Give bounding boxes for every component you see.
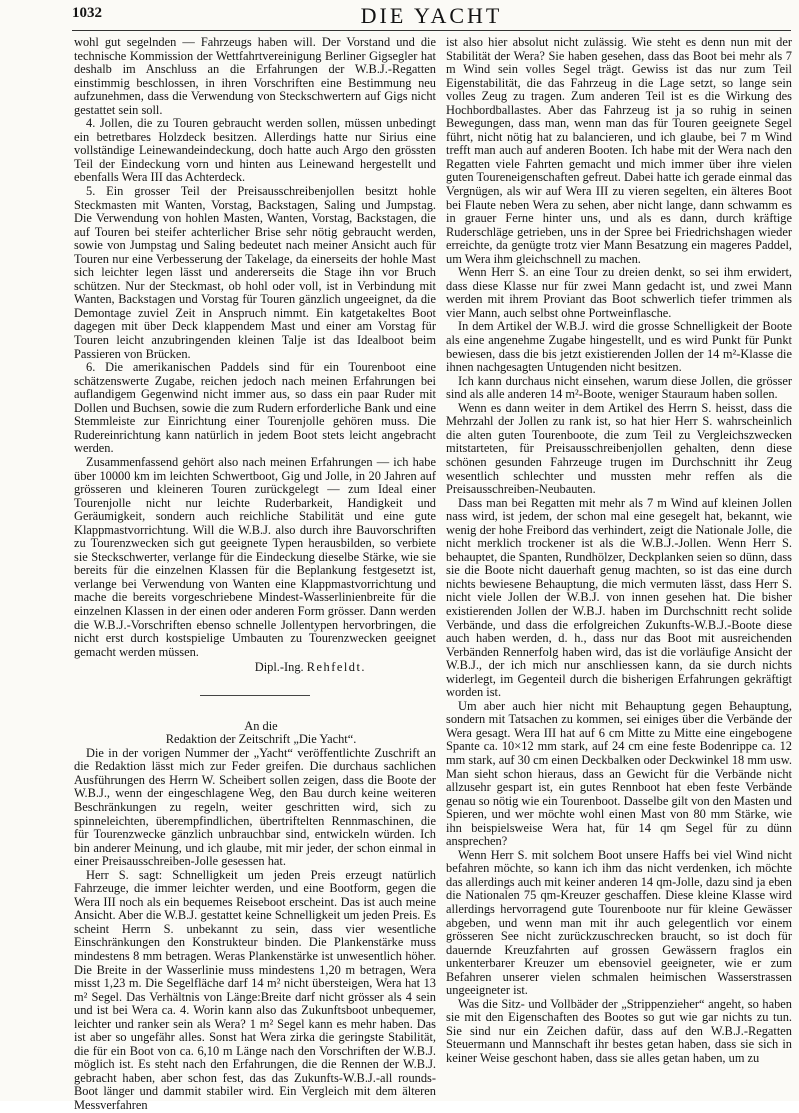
- page-number: 1032: [72, 5, 102, 21]
- journal-title: DIE YACHT: [360, 3, 503, 28]
- paragraph-verbaende: Um aber auch hier nicht mit Behauptung gegen Behauptung, sondern mit Tatsachen zu kommen, sei einiges über die Verbände der Wera gesagt. Wera III hat auf 6 cm Mitte zu Mitte eine eingebogene Spante ca. 10×12 mm stark, auf 24 cm eine feste Bodenrippe ca. 12 mm stark, auf 30 cm einen Deckbalken oder Deckwinkel 18 mm usw. Man sieht schon hieraus, dass an Gewicht für die Verbände nicht allzusehr gespart ist, ein gutes Rennboot hat eben feste Verbände genau so nötig wie ein Tourenboot. Dasselbe gilt von den Masten und Spieren, und wer möchte wohl einen Mast von 80 mm Stärke, wie ihn beispielsweise Wera hat, für 14 qm Segel für zu dünn ansprechen?: [446, 698, 792, 849]
- paragraph-summary: Zusammenfassend gehört also nach meinen Erfahrungen — ich habe über 10000 km im leichten Schwertboot, Gig und Jolle, in 20 Jahren auf grösseren und kleineren Touren zurückgelegt — zum Ideal einer Tourenjolle nicht nur leichte Ruderbarkeit, Handigkeit und Geräumigkeit, sondern auch reichliche Stabilität und eine gute Klappmastvorrichtung. Will die W.B.J. also durch ihre Bauvorschriften zu Tourenzwecken sich gut geeignete Typen herausbilden, so verbiete sie Steckschwerter, verlange für die Eindeckung dieselbe Stärke, wie sie bereits für die einzelnen Klassen für die Beplankung festgesetzt ist, verlange bei Verwendung von Wanten eine Klappmastvorrichtung und mache die bereits vorgeschriebene Mindest-Wasserlinienbreite für die einzelnen Klassen in der einen oder anderen Form grösser. Dann werden die W.B.J.-Vorschriften ebenso schnelle Jollentypen hervorbringen, die nicht erst durch kostspielige Umbauten zu Tourenzwecken geeignet gemacht werden müssen.: [74, 454, 436, 659]
- signature-name: Rehfeldt.: [306, 660, 366, 675]
- right-column: [446, 36, 792, 1095]
- paragraph-point-6: 6. Die amerikanischen Paddels sind für ein Tourenboot eine schätzenswerte Zugabe, reichen jedoch nach meinen Erfahrungen bei auflandigem Gegenwind nicht immer aus, so dass ein paar Ruder mit Dollen und Buchsen, sowie die zum Rudern erforderliche Bank und eine Stemmleiste zur Einrichtung einer Tourenjolle gehören muss. Die Rudereinrichtung kann natürlich in jedem Boot stets leicht angebracht werden.: [74, 360, 436, 456]
- paragraph-continued: ist also hier absolut nicht zulässig. Wie steht es denn nun mit der Stabilität der Wera? Sie haben gesehen, dass das Boot bei mehr als 7 m Wind sein volles Segel trägt. Gewiss ist das nur zum Teil Eigenstabilität, die das Fahrzeug in die Lage setzt, so lange sein volles Zeug zu tragen. Zum anderen Teil ist es die Wirkung des Hochbordballastes. Aber das Fahrzeug ist ja so ruhig in seinen Bewegungen, dass man, wenn man das für Touren geeignete Segel führt, nicht nötig hat zu balancieren, und ich glaube, bei 7 m Wind trefft man auch auf anderen Booten. Ich habe mit der Wera nach den Regatten viele Fahrten gemacht und mich immer über ihre vielen guten Toureneigenschaften gefreut. Dabei hatte ich gerade einmal das Vergnügen, als wir auf Wera III zu vieren segelten, ein älteres Boot bei Flaute neben Wera zu sehen, aber nicht lange, dann schwamm es in grauer Ferne hinter uns, und als es dann, durch kräftige Ruderschläge getrieben, uns in der Spree bei Friedrichshagen wieder erreichte, da genügte trotz vier Mann Besatzung ein mageres Paddel, um Wera ihm gleichschnell zu machen.: [446, 35, 792, 266]
- paragraph-continued: wohl gut segelnden — Fahrzeugs haben will. Der Vorstand und die technische Kommission der Wettfahrtvereinigung Berliner Gigsegler hat deshalb im Anschluss an die Erfahrungen der W.B.J.-Regatten einstimmig beschlossen, in ihren Vorschriften eine Bestimmung neu aufzunehmen, dass die Verwendung von Steckschwertern auf Gigs nicht gestattet sein soll.: [74, 35, 436, 117]
- section-divider: [200, 695, 310, 696]
- paragraph-strippenzieher: Was die Sitz- und Vollbäder der „Strippenzieher“ angeht, so haben sie mit den Eigenschaften des Bootes so gut wie gar nichts zu tun. Sie sind nur ein Zeichen dafür, dass auf den W.B.J.-Regatten Steuermann und Mannschaft ihr bestes getan haben, dass sie sich in keiner Weise geschont haben, dass sie alles getan haben, um zu: [446, 996, 792, 1066]
- paragraph-point-5: 5. Ein grosser Teil der Preisausschreibenjollen besitzt hohle Steckmasten mit Wanten, Vorstag, Backstagen, Saling und Jumpstag. Die Verwendung von hohlen Masten, Wanten, Vorstag, Backstagen, die auf Touren bei steifer achterlicher Brise sehr nötig gebraucht werden, sowie von Jumpstag und Saling bedeutet nach meiner Ansicht auch für Touren nur eine Verbesserung der Takelage, da einerseits der hohle Mast sich leichter legen lässt und andererseits die Stage ihn vor Bruch schützen. Nur der Steckmast, ob hohl oder voll, ist in Verbindung mit Wanten, Backstagen und Vorstag für Touren gänzlich ungeeignet, da die Demontage zuviel Zeit in Anspruch nimmt. Ein katgetakeltes Boot dagegen mit über Deck klappendem Mast und einer am Vorstag für Touren leicht anzubringenden kleinen Talje ist das Idealboot beim Passieren von Brücken.: [74, 184, 436, 361]
- letter-address-line-1: An die: [244, 718, 278, 733]
- paragraph-artikel: In dem Artikel der W.B.J. wird die grosse Schnelligkeit der Boote als eine angenehme Zugabe hingestellt, und es wird Punkt für Punkt bewiesen, dass die bis jetzt existierenden Jollen der 14 m²-Klasse die ihnen nachgesagten Untugenden nicht besitzen.: [446, 319, 792, 375]
- paragraph-tour-zu-dreien: Wenn Herr S. an eine Tour zu dreien denkt, so sei ihm erwidert, dass diese Klasse nur für zwei Mann gedacht ist, und zwei Mann werden mit ihrem Proviant das Boot schwerlich tiefer trimmen als vier Mann, auch selbst ohne Portweinflasche.: [446, 265, 792, 320]
- page-header: [72, 3, 791, 29]
- header-rule: [72, 30, 791, 31]
- paragraph-letter-intro: Die in der vorigen Nummer der „Yacht“ veröffentlichte Zuschrift an die Redaktion lässt mich zur Feder greifen. Die durchaus sachlichen Ausführungen des Herrn W. Scheibert sollen zeigen, dass die Boote der W.B.J., wenn der eingeschlagene Weg, den Bau durch keine weiteren Beschränkungen zu regeln, weiter geschritten wird, sich zu spinneleichten, überempfindlichen, übertriftelten Rennmaschinen, die für Tourenzwecke gänzlich unbrauchbar sind, entwickeln würden. Ich bin anderer Meinung, und ich glaube, mit mir jeder, der schon einmal in einer Preisausschreiben-Jolle gesessen hat.: [74, 745, 436, 869]
- author-signature: [74, 661, 436, 675]
- paragraph-point-4: 4. Jollen, die zu Touren gebraucht werden sollen, müssen unbedingt ein betretbares Holzdeck besitzen. Allerdings hatte nur Sirius eine vollständige Leinewandeindeckung, doch hatte auch Argo den grössten Teil der Eindeckung vorn und hinten aus Leinewand hergestellt und ebenfalls Wera III das Achterdeck.: [74, 116, 436, 185]
- paragraph-stauraum: Ich kann durchaus nicht einsehen, warum diese Jollen, die grösser sind als alle anderen 14 m²-Boote, weniger Stauraum haben sollen.: [446, 373, 792, 402]
- left-column: [74, 35, 436, 1113]
- paragraph-herr-s-sagt: Herr S. sagt: Schnelligkeit um jeden Preis erzeugt natürlich Fahrzeuge, die immer leichter werden, und eine Bootform, gegen die Wera III noch als ein bequemes Reiseboot erscheint. Das ist auch meine Ansicht. Aber die W.B.J. gestattet keine Schnelligkeit um jeden Preis. Es scheint Herrn S. unbekannt zu sein, dass vier wesentliche Einschränkungen den Konstrukteur binden. Die Plankenstärke muss mindestens 8 mm betragen. Weras Plankenstärke ist unwesentlich höher. Die Breite in der Wasserlinie muss mindestens 1,20 m betragen, Wera misst 1,23 m. Die Segelfläche darf 14 m² nicht übersteigen, Wera hat 13 m² Segel. Das Verhältnis von Länge:Breite darf nicht grösser als 4 sein und ist bei Wera ca. 4. Worin kann also das Zukunftsboot unbequemer, leichter und ranker sein als Wera? 1 m² Segel kann es mehr haben. Das ist aber so ungefähr alles. Sonst hat Wera zirka die geringste Stabilität, die für ein Boot von ca. 6,10 m Länge nach den Vorschriften der W.B.J. möglich ist. Es steht nach den Erfahrungen, die die Rennen der W.B.J. gebracht haben, aber schon fest, das das Zukunfts-W.B.J.-all rounds-Boot länger und dammit stabiler wird. Ein Vergleich mit dem älteren Messverfahren: [74, 867, 436, 1113]
- letter-address-line-2: Redaktion der Zeitschrift „Die Yacht“.: [165, 732, 357, 747]
- paragraph-mehrzahl-rank: Wenn es dann weiter in dem Artikel des Herrn S. heisst, dass die Mehrzahl der Jollen zu rank ist, so hat hier Herr S. wahrscheinlich die alten guten Tourenboote, die zum Teil zu Vergleichszwecken mitstarteten, für Preisausschreibenjollen gehalten, denn diese schönen gesunden Fahrzeuge trugen im Durchschnitt ihr Zeug wesentlich schlechter und mussten mehr reffen als die Preisausschreiben-Neubauten.: [446, 400, 792, 497]
- paragraph-nass: Dass man bei Regatten mit mehr als 7 m Wind auf kleinen Jollen nass wird, ist jedem, der schon mal eine gesegelt hat, bekannt, wie wenig der hohe Freibord das verhindert, zeigt die Nationale Jolle, die nicht merklich trockener ist als die W.B.J.-Jollen. Wenn Herr S. behauptet, die Spanten, Rundhölzer, Deckplanken seien so dünn, dass sie die Boote nicht dauerhaft genug machten, so ist das eine durch nichts bewiesene Behauptung, die mich vermuten lässt, dass Herr S. nicht viele Jollen der W.B.J. von innen gesehen hat. Die bisher existierenden Jollen der W.B.J. haben im Durchschnitt recht solide Verbände, und dass die erfolgreichen Zukunfts-W.B.J.-Boote diese auch haben werden, d. h., dass nur das Boot mit ausreichenden Verbänden Rennerfolg haben wird, das ist die vorläufige Ansicht der W.B.J., der ich mich nur anschliessen kann, da sie durch nichts widerlegt, im Gegenteil durch die bisherigen Erfahrungen gekräftigt worden ist.: [446, 495, 792, 700]
- signature-title: Dipl.-Ing.: [254, 660, 304, 675]
- paragraph-haffs: Wenn Herr S. mit solchem Boot unsere Haffs bei viel Wind nicht befahren möchte, so kann ich ihm das nicht verdenken, ich möchte das allerdings auch mit keiner anderen 14 qm-Jolle, dazu sind ja eben die Nationalen 75 qm-Kreuzer geschaffen. Diese kleine Klasse wird allerdings hervorragend gute Tourenboote nur für kleine Gewässer abgeben, und wenn man mit ihr auch gelegentlich vor einem grösseren See nicht zurückzuschrecken braucht, so ist doch für dauernde Kreuzfahrten auf grossen Gewässern fraglos ein unkenterbarer Kreuzer um ebensoviel geeigneter, wie er zum Befahren unserer vielen schmalen heimischen Wasserstrassen ungeeigneter ist.: [446, 847, 792, 998]
